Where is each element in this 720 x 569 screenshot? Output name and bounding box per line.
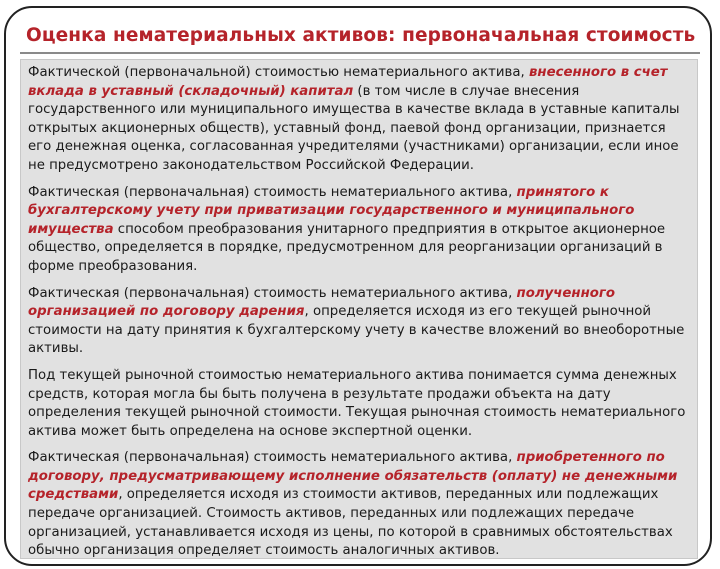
paragraph-contribution xyxy=(28,64,690,176)
paragraph-highlight: полученного организацией по договору дарения xyxy=(28,285,615,320)
paragraph-lead: Фактическая (первоначальная) стоимость нематериального актива, xyxy=(28,450,517,466)
paragraph-lead: Фактическая (первоначальная) стоимость нематериального актива, xyxy=(28,184,517,200)
paragraph-gift xyxy=(28,285,690,359)
paragraph-rest: , определяется исходя из его текущей рыночной стоимости на дату принятия к бухгалтерскому учету в качестве вложений во внеоборотные активы. xyxy=(28,304,685,357)
paragraph-lead: Фактической (первоначальной) стоимостью нематериального актива, xyxy=(28,65,529,80)
paragraph-rest: (в том числе в случае внесения государственного или муниципального имущества в качестве вклада в уставные капиталы открытых акционерных обществ), уставный фонд, паевой фонд организации, признается его денежная оценка, согласованная учредителями (участниками) организации, если иное не предусмотрено законодательством Российской Федерации. xyxy=(28,83,680,173)
paragraph-highlight: принятого к бухгалтерскому учету при приватизации государственного и муниципального имущества xyxy=(28,184,635,237)
slide-title: Оценка нематериальных активов: первоначальная стоимость xyxy=(26,25,696,46)
paragraph-highlight: приобретенного по договору, предусматривающему исполнение обязательств (оплату) не денежными средствами xyxy=(28,450,678,503)
paragraph-lead: Фактическая (первоначальная) стоимость нематериального актива, xyxy=(28,285,517,301)
paragraph-highlight: внесенного в счет вклада в уставный (складочный) капитал xyxy=(28,65,668,99)
title-bar xyxy=(20,24,700,54)
paragraph-lead: Под текущей рыночной стоимостью нематериального актива понимается сумма денежных средств, которая могла бы быть получена в результате продажи объекта на дату определения текущей рыночной стоимости. Текущая рыночная стоимость нематериального актива может быть определена на основе экспертной оценки. xyxy=(28,367,686,439)
slide-body xyxy=(28,64,690,569)
paragraph-non-cash xyxy=(28,449,690,561)
paragraph-privatization xyxy=(28,184,690,277)
paragraph-rest: , определяется исходя из стоимости активов, переданных или подлежащих передаче организацией. Стоимость активов, переданных или подлежащих передаче организацией, устанавливается исходя из цены, по которой в сравнимых обстоятельствах обычно организация определяет стоимость аналогичных активов. xyxy=(28,487,673,559)
paragraph-market-value xyxy=(28,367,690,441)
paragraph-rest: способом преобразования унитарного предприятия в открытое акционерное общество, определяется в порядке, предусмотренном для реорганизации организаций в форме преобразования. xyxy=(28,221,666,274)
